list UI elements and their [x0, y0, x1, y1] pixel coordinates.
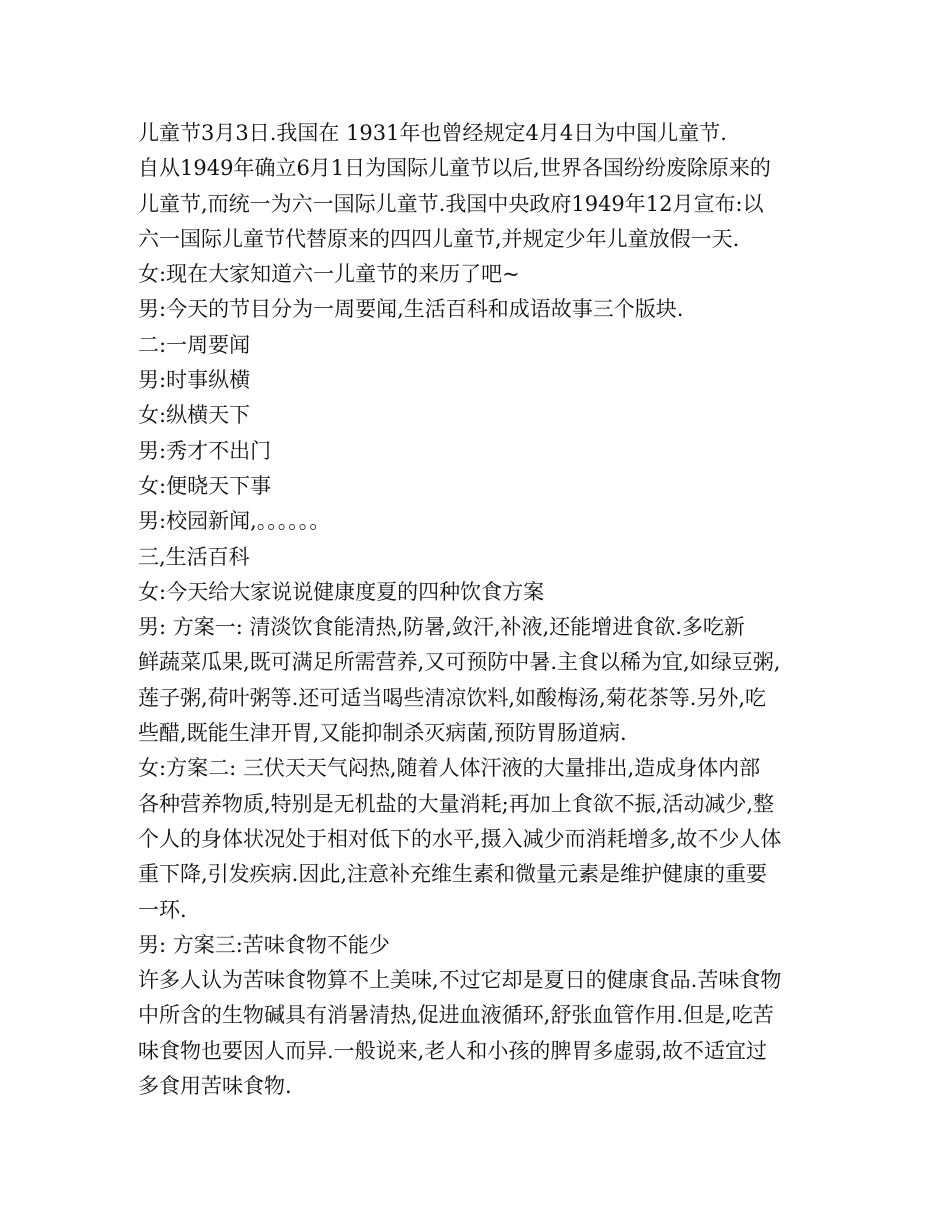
text-line: 男: 方案三:苦味食物不能少	[138, 932, 390, 957]
text-line: 许多人认为苦味食物算不上美味,不过它却是夏日的健康食品.苦味食物	[138, 968, 782, 993]
text-line: 鲜蔬菜瓜果,既可满足所需营养,又可预防中暑.主食以稀为宜,如绿豆粥,	[138, 650, 781, 675]
text-line: 女:纵横天下	[138, 403, 251, 428]
text-line: 女:今天给大家说说健康度夏的四种饮食方案	[138, 579, 545, 604]
text-line: 一环.	[138, 897, 187, 922]
text-line: 儿童节3月3日.我国在 1931年也曾经规定4月4日为中国儿童节.	[138, 121, 727, 145]
section-heading: 三,生活百科	[138, 544, 250, 569]
text-line: 些醋,既能生津开胃,又能抑制杀灭病菌,预防胃肠道病.	[138, 721, 627, 746]
text-line: 中所含的生物碱具有消暑清热,促进血液循环,舒张血管作用.但是,吃苦	[138, 1003, 774, 1028]
text-line: 自从1949年确立6月1日为国际儿童节以后,世界各国纷纷废除原来的	[138, 156, 771, 181]
text-line: 女:便晓天下事	[138, 473, 272, 498]
text-line: 儿童节,而统一为六一国际儿童节.我国中央政府1949年12月宣布:以	[138, 191, 764, 216]
text-line: 六一国际儿童节代替原来的四四儿童节,并规定少年儿童放假一天.	[138, 226, 740, 251]
text-line: 男:秀才不出门	[138, 438, 272, 463]
text-line: 女:方案二: 三伏天天气闷热,随着人体汗液的大量排出,造成身体内部	[138, 756, 761, 781]
text-line: 男:时事纵横	[138, 368, 251, 393]
text-line: 个人的身体状况处于相对低下的水平,摄入减少而消耗增多,故不少人体	[138, 826, 782, 851]
text-line: 女:现在大家知道六一儿童节的来历了吧~	[138, 262, 520, 287]
text-line: 莲子粥,荷叶粥等.还可适当喝些清凉饮料,如酸梅汤,菊花茶等.另外,吃	[138, 685, 767, 710]
text-line: 男:今天的节目分为一周要闻,生活百科和成语故事三个版块.	[138, 297, 684, 322]
section-heading: 二:一周要闻	[138, 332, 251, 357]
text-line: 各种营养物质,特别是无机盐的大量消耗;再加上食欲不振,活动减少,整	[138, 791, 775, 816]
text-line: 味食物也要因人而异.一般说来,老人和小孩的脾胃多虚弱,故不适宜过	[138, 1038, 768, 1063]
text-line: 男: 方案一: 清淡饮食能清热,防暑,敛汗,补液,还能增进食欲.多吃新	[138, 615, 745, 640]
document-body	[138, 116, 838, 1104]
text-line: 男:校园新闻,。。。。。。	[138, 509, 331, 534]
text-line: 多食用苦味食物.	[138, 1074, 292, 1099]
text-line: 重下降,引发疾病.因此,注意补充维生素和微量元素是维护健康的重要	[138, 862, 768, 887]
